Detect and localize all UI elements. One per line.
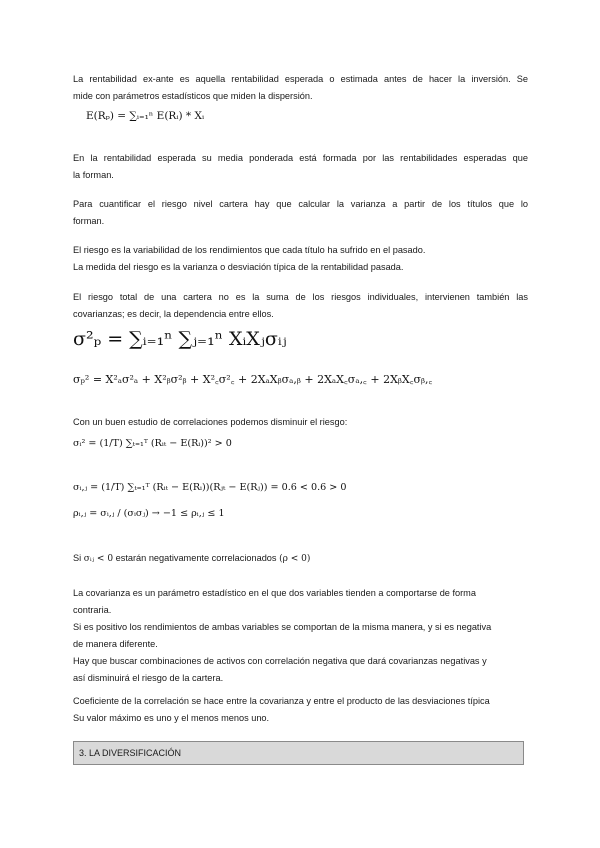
paragraph-risk-definition	[73, 242, 528, 276]
note-condition: σᵢⱼ < 0	[83, 554, 114, 564]
text-line: Con un buen estudio de correlaciones podemos disminuir el riesgo:	[73, 417, 348, 427]
paragraph-covariance	[73, 585, 528, 687]
text-line: En la rentabilidad esperada su media ponderada está formada por las rentabilidades esperadas que	[73, 153, 528, 163]
text-line: La covarianza es un parámetro estadístico en el que dos variables tienden a comportarse de forma	[73, 588, 476, 598]
note-paren: (ρ < 0)	[279, 554, 311, 564]
text-line: Coeficiente de la correlación se hace entre la covarianza y entre el producto de las desviaciones típica	[73, 696, 490, 706]
text-line: Hay que buscar combinaciones de activos con correlación negativa que dará covarianzas negativas y	[73, 656, 487, 666]
paragraph-intro	[73, 71, 528, 105]
section-heading-diversification: 3. LA DIVERSIFICACIÓN	[73, 741, 524, 765]
text-line: así disminuirá el riesgo de la cartera.	[73, 673, 224, 683]
paragraph-correlation-coefficient	[73, 693, 528, 727]
note-prefix: Si	[73, 553, 82, 563]
formula-variance-i: σᵢ² = (1/T) ∑ₜ₌₁ᵀ (Rᵢₜ − E(Rᵢ))² > 0	[73, 438, 232, 449]
formula-correlation-ij: ρᵢ,ⱼ = σᵢ,ⱼ / (σᵢσⱼ) → −1 ≤ ρᵢ,ⱼ ≤ 1	[73, 508, 225, 519]
text-line: forman.	[73, 216, 105, 226]
text-line: El riesgo es la variabilidad de los rendimientos que cada título ha sufrido en el pasado.	[73, 245, 426, 255]
formula-covariance-ij: σᵢ,ⱼ = (1/T) ∑ₜ₌₁ᵀ (Rᵢₜ − E(Rᵢ))(Rⱼₜ − E(Rⱼ)) = 0.6 < 0.6 > 0	[73, 482, 347, 493]
paragraph-total-risk	[73, 289, 528, 323]
text-line: El riesgo total de una cartera no es la suma de los riesgos individuales, intervienen también las	[73, 292, 528, 302]
text-line: Si es positivo los rendimientos de ambas variables se comportan de la misma manera, y si es negativa	[73, 622, 492, 632]
text-line: contraria.	[73, 605, 112, 615]
paragraph-quantify-risk	[73, 196, 528, 230]
text-line: La rentabilidad ex-ante es aquella rentabilidad esperada o estimada antes de hacer la inversión. Se	[73, 74, 528, 84]
text-line: de manera diferente.	[73, 639, 158, 649]
formula-three-asset-variance: σₚ² = X²ₐσ²ₐ + X²ᵦσ²ᵦ + X²꜀σ²꜀ + 2XₐXᵦσₐ,ᵦ + 2XₐX꜀σₐ,꜀ + 2XᵦX꜀σᵦ,꜀	[73, 373, 433, 386]
paragraph-expected-return	[73, 150, 528, 184]
formula-expected-return: E(Rₚ) = ∑ᵢ₌₁ⁿ E(Rᵢ) * Xᵢ	[86, 110, 205, 122]
text-line: mide con parámetros estadísticos que miden la dispersión.	[73, 91, 313, 101]
paragraph-correlations	[73, 414, 528, 431]
text-line: Su valor máximo es uno y el menos menos uno.	[73, 713, 270, 723]
text-line: la forman.	[73, 170, 114, 180]
text-line: Para cuantificar el riesgo nivel cartera hay que calcular la varianza a partir de los títulos que lo	[73, 199, 528, 209]
negative-correlation-note	[73, 553, 310, 564]
text-line: La medida del riesgo es la varianza o desviación típica de la rentabilidad pasada.	[73, 262, 404, 272]
note-text: estarán negativamente correlacionados	[115, 553, 277, 563]
text-line: covarianzas; es decir, la dependencia entre ellos.	[73, 309, 274, 319]
formula-portfolio-variance: σ²ₚ = ∑ᵢ₌₁ⁿ ∑ⱼ₌₁ⁿ XᵢXⱼσᵢⱼ	[73, 328, 287, 350]
